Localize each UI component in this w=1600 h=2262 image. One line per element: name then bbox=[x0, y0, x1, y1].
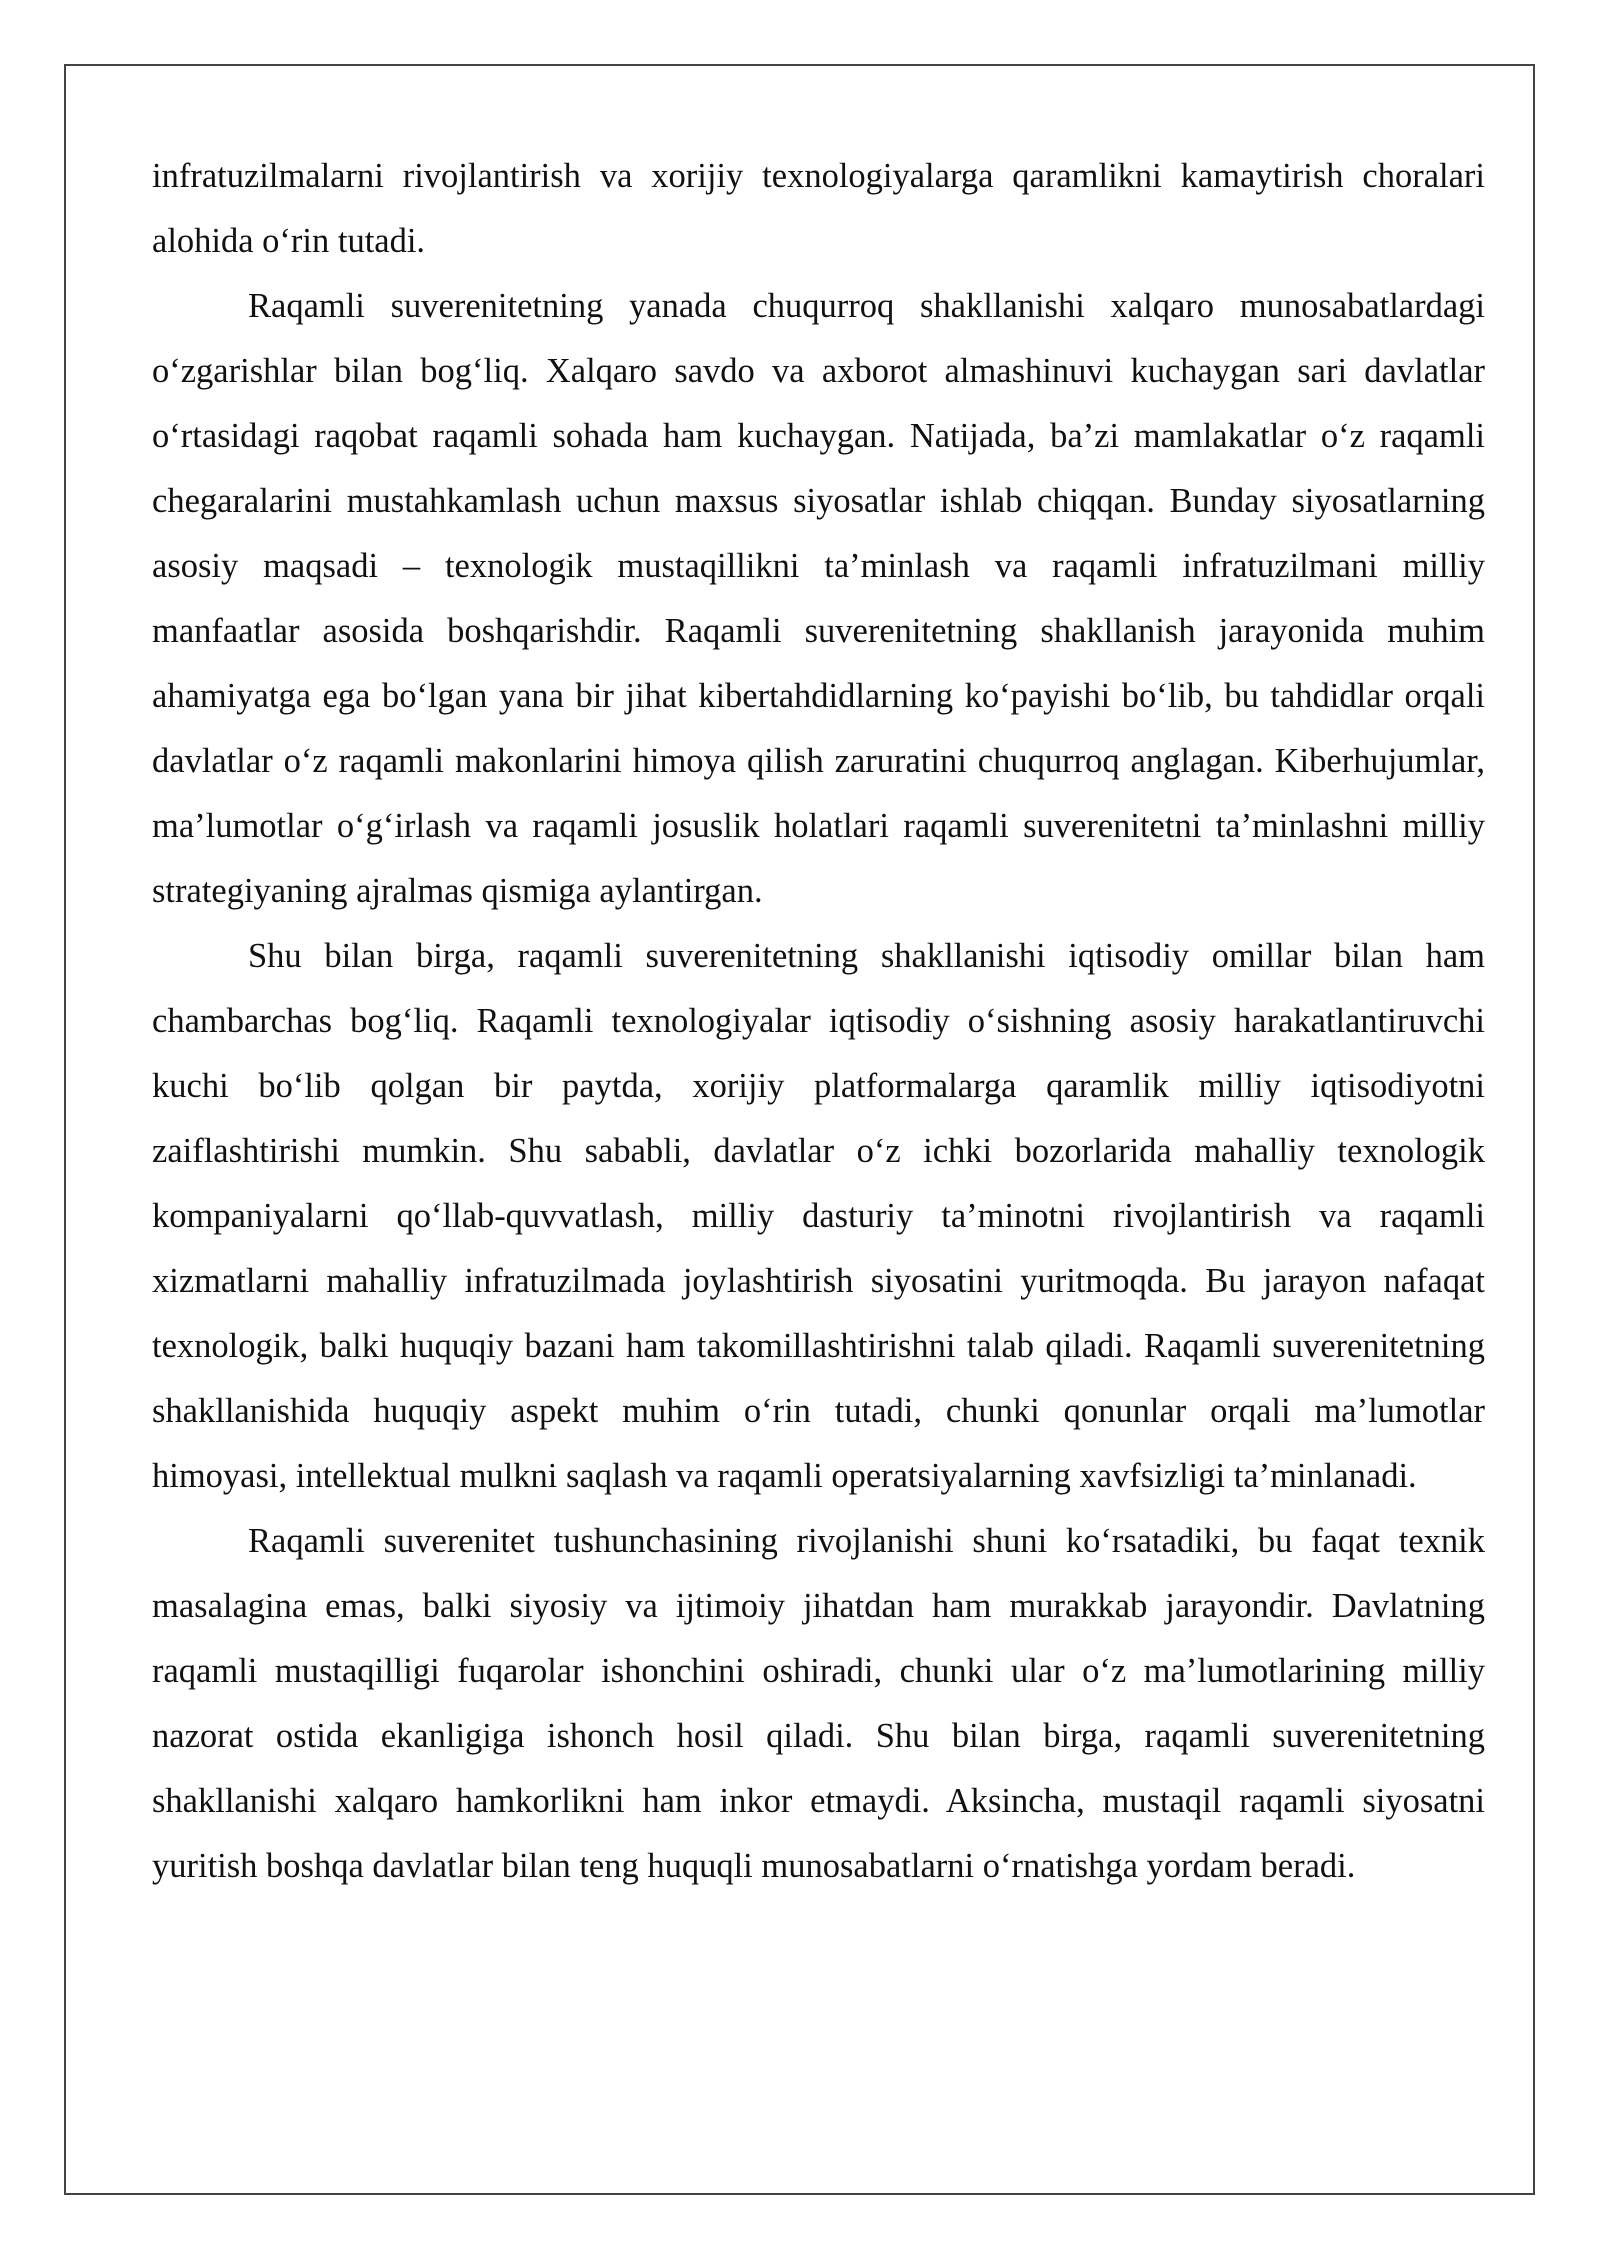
paragraph-continuation: infratuzilmalarni rivojlantirish va xorijiy texnologiyalarga qaramlikni kamaytirish choralari alohida o‘rin tutadi. bbox=[152, 157, 1485, 260]
paragraph: Raqamli suverenitetning yanada chuqurroq shakllanishi xalqaro munosabatlardagi o‘zgarishlar bilan bog‘liq. Xalqaro savdo va axborot almashinuvi kuchaygan sari davlatlar o‘rtasidagi raqobat raqamli sohada ham kuchaygan. Natijada, ba’zi mamlakatlar o‘z raqamli chegaralarini mustahkamlash uchun maxsus siyosatlar ishlab chiqqan. Bunday siyosatlarning asosiy maqsadi – texnologik mustaqillikni ta’minlash va raqamli infratuzilmani milliy manfaatlar asosida boshqarishdir. Raqamli suverenitetning shakllanish jarayonida muhim ahamiyatga ega bo‘lgan yana bir jihat kibertahdidlarning ko‘payishi bo‘lib, bu tahdidlar orqali davlatlar o‘z raqamli makonlarini himoya qilish zaruratini chuqurroq anglagan. Kiberhujumlar, ma’lumotlar o‘g‘irlash va raqamli josuslik holatlari raqamli suverenitetni ta’minlashni milliy strategiyaning ajralmas qismiga aylantirgan. bbox=[152, 287, 1485, 910]
document-body bbox=[152, 144, 1485, 1899]
paragraph: Shu bilan birga, raqamli suverenitetning shakllanishi iqtisodiy omillar bilan ham chambarchas bog‘liq. Raqamli texnologiyalar iqtisodiy o‘sishning asosiy harakatlantiruvchi kuchi bo‘lib qolgan bir paytda, xorijiy platformalarga qaramlik milliy iqtisodiyotni zaiflashtirishi mumkin. Shu sababli, davlatlar o‘z ichki bozorlarida mahalliy texnologik kompaniyalarni qo‘llab-quvvatlash, milliy dasturiy ta’minotni rivojlantirish va raqamli xizmatlarni mahalliy infratuzilmada joylashtirish siyosatini yuritmoqda. Bu jarayon nafaqat texnologik, balki huquqiy bazani ham takomillashtirishni talab qiladi. Raqamli suverenitetning shakllanishida huquqiy aspekt muhim o‘rin tutadi, chunki qonunlar orqali ma’lumotlar himoyasi, intellektual mulkni saqlash va raqamli operatsiyalarning xavfsizligi ta’minlanadi. bbox=[152, 937, 1485, 1495]
paragraph: Raqamli suverenitet tushunchasining rivojlanishi shuni ko‘rsatadiki, bu faqat texnik masalagina emas, balki siyosiy va ijtimoiy jihatdan ham murakkab jarayondir. Davlatning raqamli mustaqilligi fuqarolar ishonchini oshiradi, chunki ular o‘z ma’lumotlarining milliy nazorat ostida ekanligiga ishonch hosil qiladi. Shu bilan birga, raqamli suverenitetning shakllanishi xalqaro hamkorlikni ham inkor etmaydi. Aksincha, mustaqil raqamli siyosatni yuritish boshqa davlatlar bilan teng huquqli munosabatlarni o‘rnatishga yordam beradi. bbox=[152, 1522, 1485, 1885]
